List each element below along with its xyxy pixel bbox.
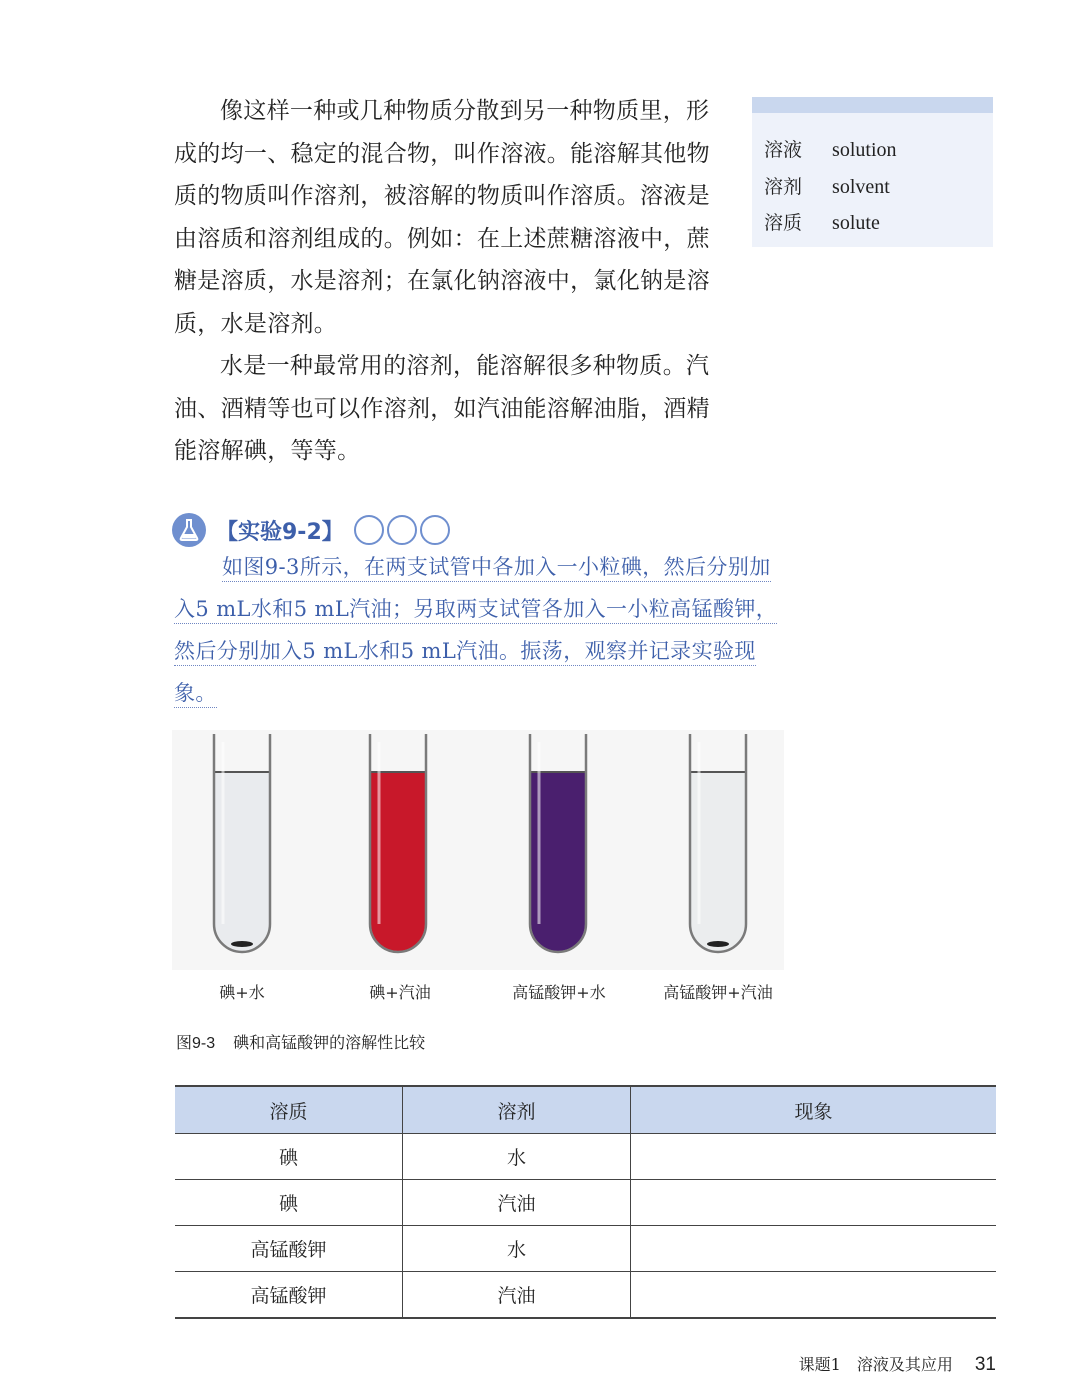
glossary-term-zh: 溶液 (764, 139, 803, 161)
table-cell-solvent: 水 (403, 1134, 631, 1180)
experiment-text: 如图9-3所示，在两支试管中各加入一小粒碘，然后分别加入5 mL水和5 mL汽油；另取两支试管各加入一小粒高锰酸钾，然后分别加入5 mL水和5 mL汽油。振荡，观察并记录实验现象。 (174, 555, 777, 708)
test-tube-permanganate-water (528, 734, 588, 956)
glossary-row (764, 208, 880, 235)
glossary-box (752, 97, 993, 247)
table-cell-solvent: 汽油 (403, 1180, 631, 1226)
table-header-solute: 溶质 (175, 1086, 403, 1134)
table-row (175, 1226, 996, 1272)
table-cell-solute: 高锰酸钾 (175, 1226, 403, 1272)
tube-label: 碘+汽油 (369, 983, 431, 1002)
glossary-row (764, 172, 890, 199)
table-header-row (175, 1086, 996, 1134)
flask-icon (172, 513, 206, 547)
table-cell-solvent: 水 (403, 1226, 631, 1272)
experiment-heading (172, 510, 453, 550)
tube-sediment (707, 941, 729, 947)
glossary-row (764, 135, 897, 162)
hand-wash-icon (420, 515, 450, 545)
experiment-instructions (174, 546, 786, 714)
observation-table (175, 1085, 996, 1319)
glossary-term-en: solvent (832, 176, 890, 198)
glossary-term-zh: 溶质 (764, 212, 803, 234)
table-cell-solute: 碘 (175, 1134, 403, 1180)
table-cell-solvent: 汽油 (403, 1272, 631, 1319)
experiment-title: 【实验9-2】 (216, 519, 344, 545)
table-cell-phenomenon[interactable] (631, 1272, 997, 1319)
table-row (175, 1272, 996, 1319)
hazard-triangle-icon (387, 515, 417, 545)
figure-caption-text: 碘和高锰酸钾的溶解性比较 (233, 1033, 426, 1052)
paragraph-solvents: 水是一种最常用的溶剂，能溶解很多种物质。汽油、酒精等也可以作溶剂，如汽油能溶解油脂，酒精能溶解碘，等等。 (174, 353, 710, 464)
test-tube-iodine-gasoline (368, 734, 428, 956)
test-tube-photo (172, 730, 784, 970)
safety-icons (354, 515, 453, 545)
footer-lesson-title: 课题1 溶液及其应用 (798, 1355, 953, 1374)
table-header-phenomenon: 现象 (631, 1086, 997, 1134)
figure-number: 图9-3 (176, 1035, 216, 1052)
test-tube-iodine-water (212, 734, 272, 956)
table-cell-solute: 高锰酸钾 (175, 1272, 403, 1319)
tube-label: 高锰酸钾+汽油 (663, 983, 773, 1002)
table-cell-phenomenon[interactable] (631, 1226, 997, 1272)
tube-label: 高锰酸钾+水 (512, 983, 606, 1002)
test-tube-permanganate-gasoline (688, 734, 748, 956)
tube-sediment (231, 941, 253, 947)
paragraph-solution-definition: 像这样一种或几种物质分散到另一种物质里，形成的均一、稳定的混合物，叫作溶液。能溶解其他物质的物质叫作溶剂，被溶解的物质叫作溶质。溶液是由溶质和溶剂组成的。例如：在上述蔗糖溶液中，蔗糖是溶质，水是溶剂；在氯化钠溶液中，氯化钠是溶质，水是溶剂。 (174, 98, 710, 337)
figure-caption (176, 1030, 425, 1053)
main-text (174, 90, 714, 473)
glossary-header-bar (752, 97, 993, 113)
table-cell-phenomenon[interactable] (631, 1134, 997, 1180)
page-number: 31 (974, 1354, 996, 1375)
glossary-term-en: solution (832, 139, 897, 161)
table-row (175, 1134, 996, 1180)
page-footer (799, 1352, 996, 1376)
table-cell-solute: 碘 (175, 1180, 403, 1226)
table-row (175, 1180, 996, 1226)
table-cell-phenomenon[interactable] (631, 1180, 997, 1226)
goggles-icon (354, 515, 384, 545)
glossary-term-en: solute (832, 212, 880, 234)
glossary-term-zh: 溶剂 (764, 176, 803, 198)
table-header-solvent: 溶剂 (403, 1086, 631, 1134)
tube-label: 碘+水 (219, 983, 265, 1002)
